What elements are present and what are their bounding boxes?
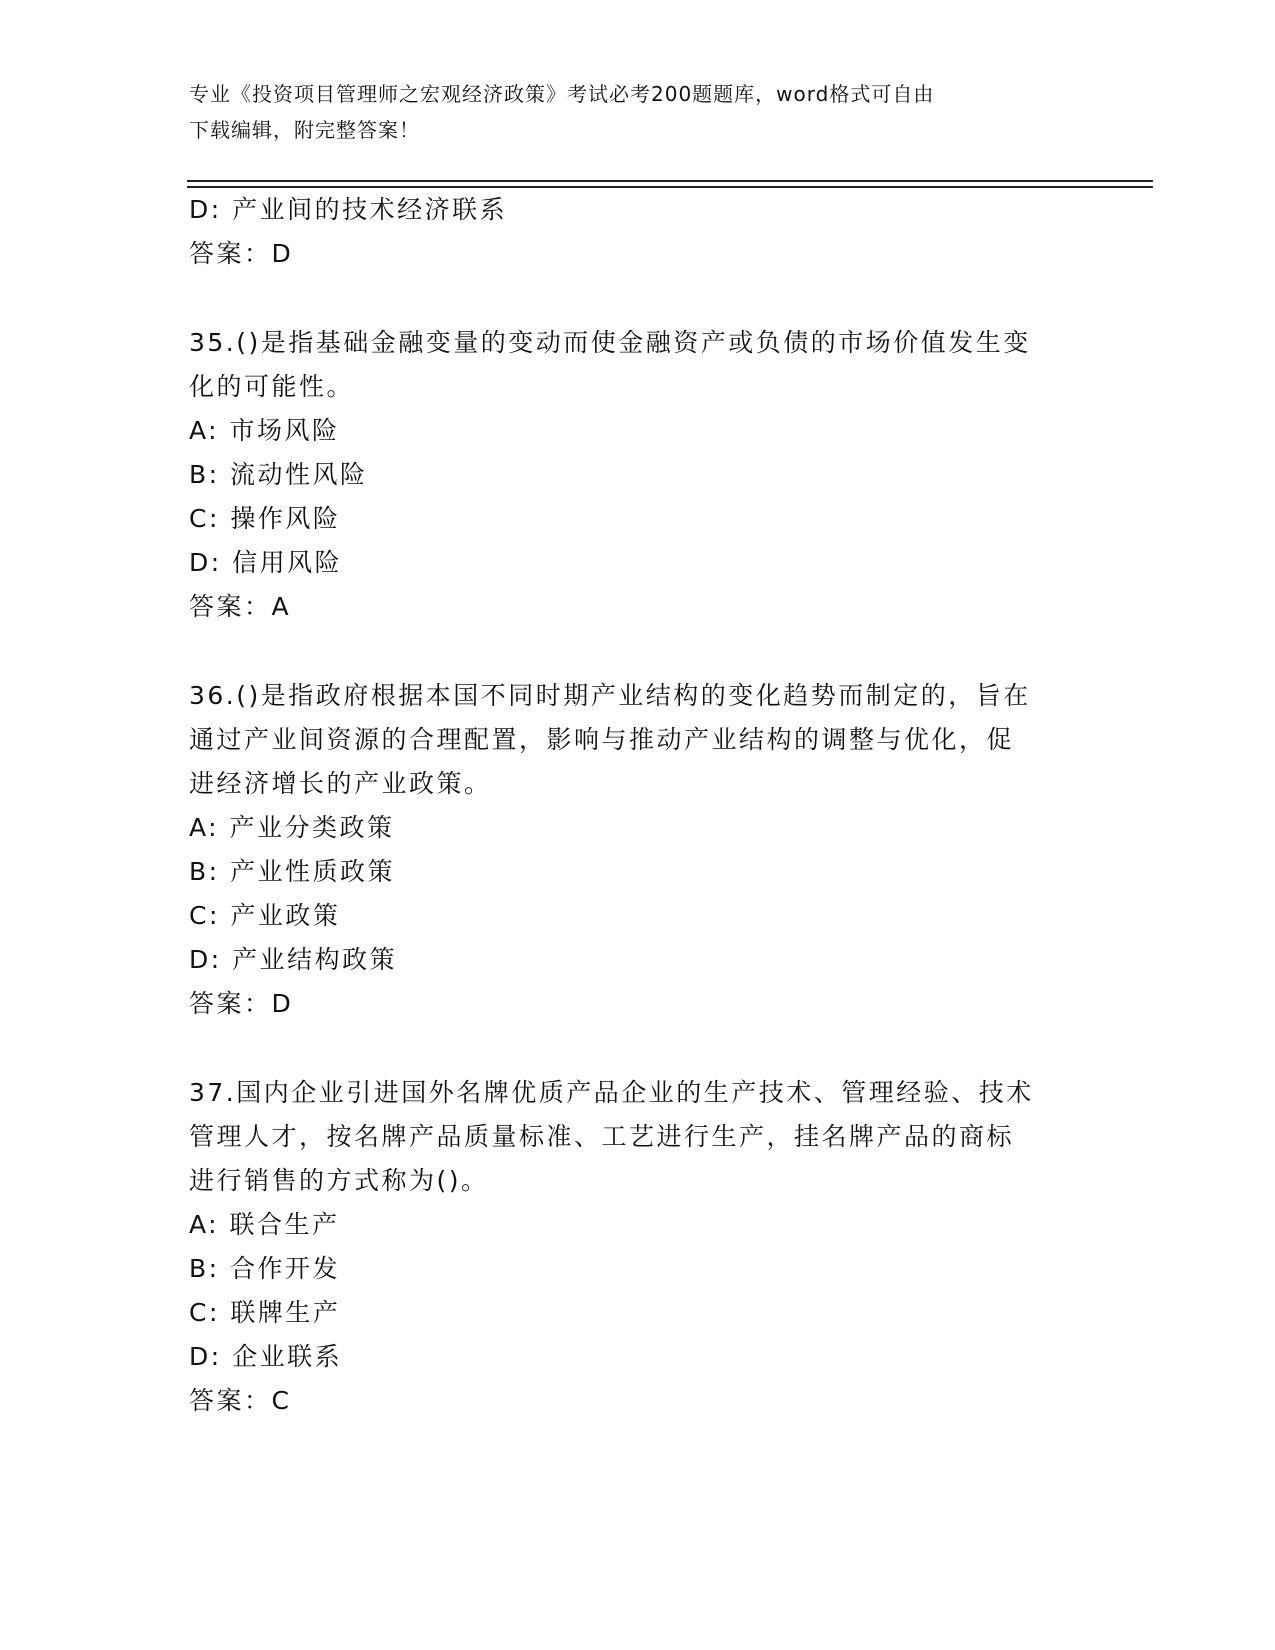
- question-stem-line: 37.国内企业引进国外名牌优质产品企业的生产技术、管理经验、技术: [189, 1078, 1034, 1107]
- header-line-2: 下载编辑，附完整答案！: [189, 118, 420, 142]
- prev-answer: 答案：D: [189, 239, 294, 268]
- header-rule-top: [187, 180, 1153, 182]
- question-stem-line: 36.()是指政府根据本国不同时期产业结构的变化趋势而制定的，旨在: [189, 681, 1031, 710]
- header-line-1: 专业《投资项目管理师之宏观经济政策》考试必考200题题库，word格式可自由: [189, 82, 935, 106]
- option-d: D: 产业结构政策: [189, 945, 398, 974]
- answer: 答案：C: [189, 1386, 292, 1415]
- option-a: A: 市场风险: [189, 416, 340, 445]
- option-d: D: 企业联系: [189, 1342, 343, 1371]
- option-b: B: 流动性风险: [189, 460, 368, 489]
- option-c: C: 操作风险: [189, 504, 341, 533]
- option-b: B: 产业性质政策: [189, 857, 396, 886]
- option-c: C: 产业政策: [189, 901, 341, 930]
- option-c: C: 联牌生产: [189, 1298, 341, 1327]
- answer: 答案：D: [189, 989, 294, 1018]
- answer: 答案：A: [189, 592, 292, 621]
- question-stem-line: 通过产业间资源的合理配置，影响与推动产业结构的调整与优化，促: [189, 725, 1015, 754]
- option-a: A: 产业分类政策: [189, 813, 395, 842]
- option-a: A: 联合生产: [189, 1210, 340, 1239]
- question-stem-line: 管理人才，按名牌产品质量标准、工艺进行生产，挂名牌产品的商标: [189, 1122, 1015, 1151]
- header-rule-bottom: [187, 186, 1153, 188]
- option-b: B: 合作开发: [189, 1254, 341, 1283]
- question-stem-line: 进行销售的方式称为()。: [189, 1166, 489, 1195]
- question-stem-line: 进经济增长的产业政策。: [189, 769, 492, 798]
- prev-option-d: D: 产业间的技术经济联系: [189, 195, 508, 224]
- question-stem-line: 35.()是指基础金融变量的变动而使金融资产或负债的市场价值发生变: [189, 328, 1031, 357]
- document-header: [189, 76, 1089, 148]
- option-d: D: 信用风险: [189, 548, 343, 577]
- question-stem-line: 化的可能性。: [189, 372, 355, 401]
